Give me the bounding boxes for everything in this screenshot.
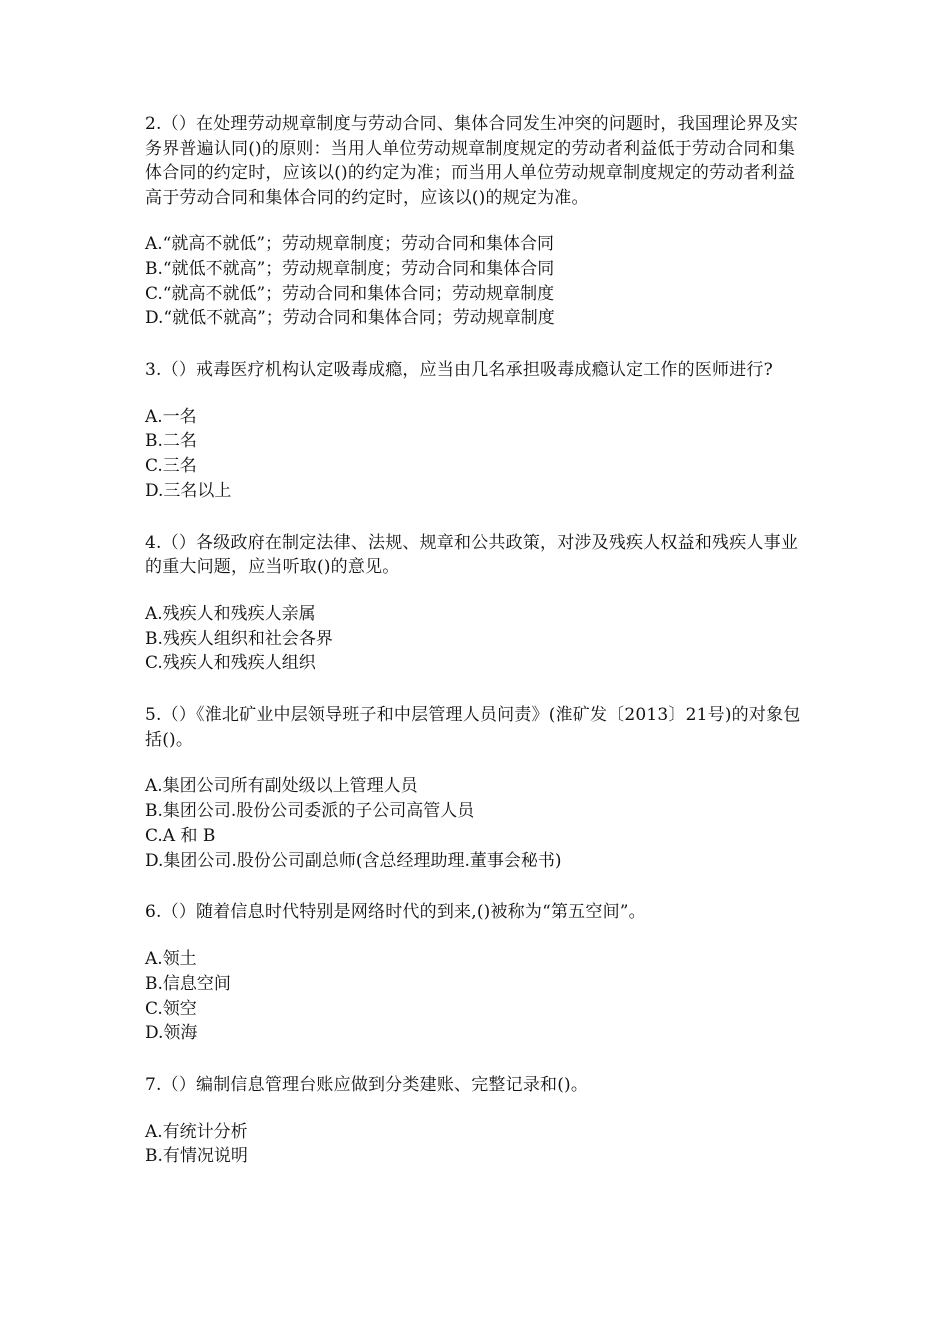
question-5 — [145, 703, 810, 873]
option-d: D.“就低不就高”；劳动合同和集体合同；劳动规章制度 — [145, 308, 555, 329]
option-a: A.领土 — [145, 948, 197, 969]
option-d: D.领海 — [145, 1023, 198, 1044]
option-a: A.残疾人和残疾人亲属 — [145, 603, 316, 624]
option-b: B.残疾人组织和社会各界 — [145, 628, 333, 649]
question-stem: 4.（）各级政府在制定法律、法规、规章和公共政策，对涉及残疾人权益和残疾人事业的重大问题，应当听取()的意见。 — [145, 532, 799, 578]
option-b: B.集团公司.股份公司委派的子公司高管人员 — [145, 801, 475, 822]
option-a: A.一名 — [145, 406, 197, 427]
option-b: B.二名 — [145, 431, 197, 452]
option-c: C.三名 — [145, 456, 197, 477]
question-stem: 5.（）《淮北矿业中层领导班子和中层管理人员问责》(淮矿发〔2013〕21号)的对象包括()。 — [145, 705, 801, 750]
option-a: A.有统计分析 — [145, 1121, 248, 1142]
option-b: B.“就低不就高”；劳动规章制度；劳动合同和集体合同 — [145, 258, 555, 279]
option-c: C.“就高不就低”；劳动合同和集体合同；劳动规章制度 — [145, 283, 555, 304]
question-4 — [145, 531, 810, 676]
question-7 — [145, 1073, 810, 1169]
question-2 — [145, 112, 810, 331]
question-stem: 3.（）戒毒医疗机构认定吸毒成瘾，应当由几名承担吸毒成瘾认定工作的医师进行? — [145, 360, 773, 381]
question-stem: 7.（）编制信息管理台账应做到分类建账、完整记录和()。 — [145, 1075, 589, 1096]
option-b: B.信息空间 — [145, 973, 231, 994]
option-c: C.残疾人和残疾人组织 — [145, 653, 316, 674]
question-3 — [145, 358, 810, 504]
option-a: A.集团公司所有副处级以上管理人员 — [145, 776, 418, 797]
question-6 — [145, 900, 810, 1046]
option-d: D.三名以上 — [145, 481, 232, 502]
question-stem: 6.（）随着信息时代特别是网络时代的到来,()被称为“第五空间”。 — [145, 902, 646, 923]
option-c: C.A 和 B — [145, 825, 216, 846]
question-stem: 2.（）在处理劳动规章制度与劳动合同、集体合同发生冲突的问题时，我国理论界及实务界普遍认同()的原则：当用人单位劳动规章制度规定的劳动者利益低于劳动合同和集体合同的约定时，应该以()的约定为准；而当用人单位劳动规章制度规定的劳动者利益高于劳动合同和集体合同的约定时，应该以()的规定为准。 — [145, 114, 799, 208]
option-a: A.“就高不就低”；劳动规章制度；劳动合同和集体合同 — [145, 234, 555, 254]
option-d: D.集团公司.股份公司副总师(含总经理助理.董事会秘书) — [145, 850, 562, 871]
option-c: C.领空 — [145, 998, 197, 1019]
option-b: B.有情况说明 — [145, 1146, 248, 1167]
